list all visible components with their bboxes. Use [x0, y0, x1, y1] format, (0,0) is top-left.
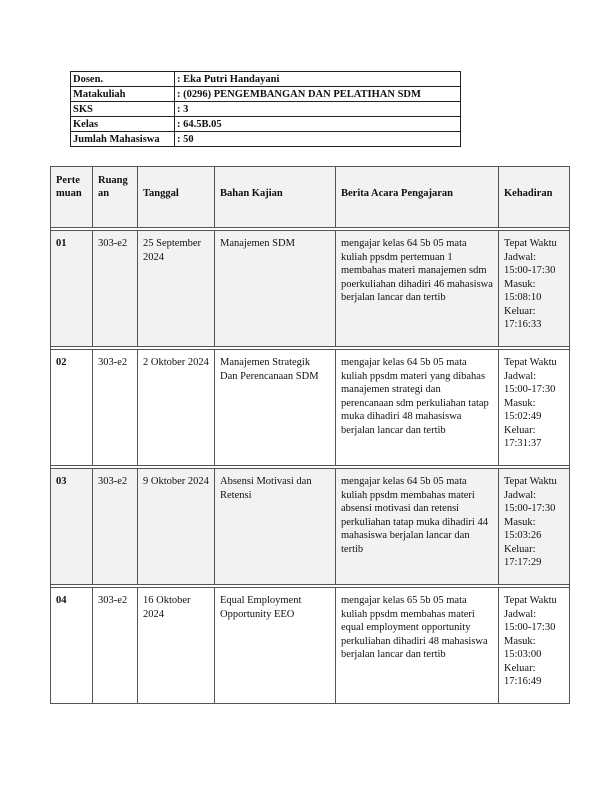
cell-pertemuan: 04	[51, 588, 93, 704]
table-row	[51, 231, 570, 347]
info-key: Kelas	[71, 117, 175, 132]
info-value: : 64.5B.05	[175, 117, 461, 132]
course-info-table	[70, 71, 461, 147]
cell-kehadiran: Tepat Waktu Jadwal: 15:00-17:30 Masuk: 15:02:49 Keluar: 17:31:37	[499, 350, 570, 466]
info-value: : Eka Putri Handayani	[175, 72, 461, 87]
info-row-dosen	[71, 72, 461, 87]
cell-bahan-kajian: Absensi Motivasi dan Retensi	[215, 469, 336, 585]
cell-kehadiran: Tepat Waktu Jadwal: 15:00-17:30 Masuk: 15:03:00 Keluar: 17:16:49	[499, 588, 570, 704]
cell-tanggal: 16 Oktober 2024	[138, 588, 215, 704]
header-tanggal: Tanggal	[138, 167, 215, 228]
cell-tanggal: 2 Oktober 2024	[138, 350, 215, 466]
header-ruangan: Ruang an	[93, 167, 138, 228]
info-row-matakuliah	[71, 87, 461, 102]
header-berita-acara: Berita Acara Pengajaran	[336, 167, 499, 228]
table-row	[51, 588, 570, 704]
cell-berita-acara: mengajar kelas 64 5b 05 mata kuliah ppsdm pertemuan 1 membahas materi manajemen sdm poerkuliahan dihadiri 46 mahasiswa berjalan lancar dan tertib	[336, 231, 499, 347]
info-value: : (0296) PENGEMBANGAN DAN PELATIHAN SDM	[175, 87, 461, 102]
info-key: Dosen.	[71, 72, 175, 87]
cell-berita-acara: mengajar kelas 65 5b 05 mata kuliah ppsdm membahas materi equal employment opportunity perkuliahan dihadiri 48 mahasiswa berjalan lancar dan tertib	[336, 588, 499, 704]
info-value: : 50	[175, 132, 461, 147]
cell-bahan-kajian: Equal Employment Opportunity EEO	[215, 588, 336, 704]
cell-kehadiran: Tepat Waktu Jadwal: 15:00-17:30 Masuk: 15:03:26 Keluar: 17:17:29	[499, 469, 570, 585]
cell-tanggal: 9 Oktober 2024	[138, 469, 215, 585]
cell-ruangan: 303-e2	[93, 469, 138, 585]
header-kehadiran: Kehadiran	[499, 167, 570, 228]
info-key: SKS	[71, 102, 175, 117]
cell-pertemuan: 03	[51, 469, 93, 585]
cell-berita-acara: mengajar kelas 64 5b 05 mata kuliah ppsdm materi yang dibahas manajemen strategi dan perencanaan sdm perkuliahan tatap muka dihadiri 48 mahasiswa berjalan lancar dan tertib	[336, 350, 499, 466]
info-key: Matakuliah	[71, 87, 175, 102]
cell-tanggal: 25 September 2024	[138, 231, 215, 347]
cell-ruangan: 303-e2	[93, 231, 138, 347]
info-key: Jumlah Mahasiswa	[71, 132, 175, 147]
cell-bahan-kajian: Manajemen Strategik Dan Perencanaan SDM	[215, 350, 336, 466]
cell-kehadiran: Tepat Waktu Jadwal: 15:00-17:30 Masuk: 15:08:10 Keluar: 17:16:33	[499, 231, 570, 347]
info-row-sks	[71, 102, 461, 117]
info-row-kelas	[71, 117, 461, 132]
header-pertemuan: Perte muan	[51, 167, 93, 228]
lecture-schedule-table	[50, 166, 570, 704]
info-row-jumlah-mahasiswa	[71, 132, 461, 147]
cell-berita-acara: mengajar kelas 64 5b 05 mata kuliah ppsdm membahas materi absensi motivasi dan retensi perkuliahan tatap muka dihadiri 44 mahasiswa berjalan lancar dan tertib	[336, 469, 499, 585]
info-value: : 3	[175, 102, 461, 117]
cell-ruangan: 303-e2	[93, 588, 138, 704]
cell-pertemuan: 02	[51, 350, 93, 466]
cell-pertemuan: 01	[51, 231, 93, 347]
cell-bahan-kajian: Manajemen SDM	[215, 231, 336, 347]
header-bahan-kajian: Bahan Kajian	[215, 167, 336, 228]
table-row	[51, 350, 570, 466]
table-row	[51, 469, 570, 585]
cell-ruangan: 303-e2	[93, 350, 138, 466]
table-header-row	[51, 167, 570, 228]
